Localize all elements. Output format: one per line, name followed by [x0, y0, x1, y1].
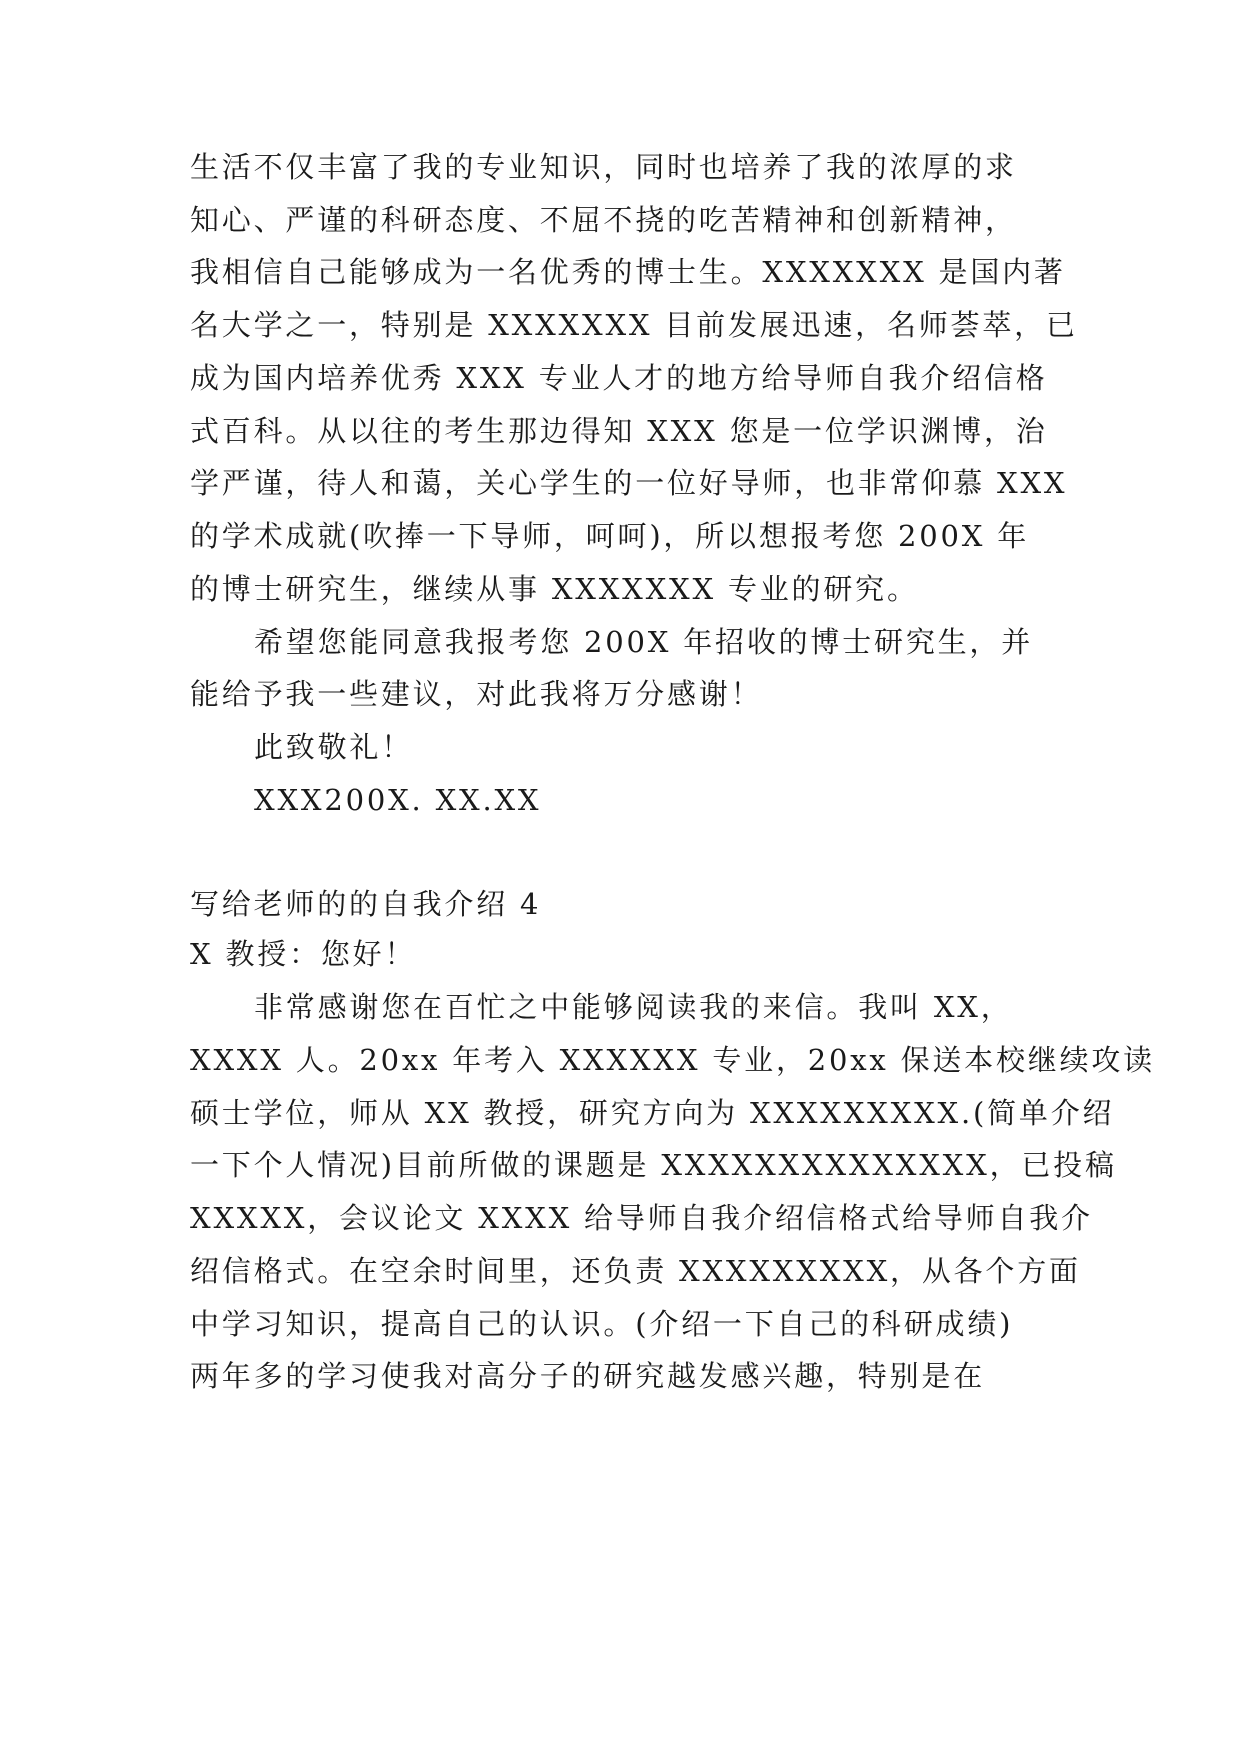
paragraph-1-line-5: 成为国内培养优秀 XXX 专业人才的地方给导师自我介绍信格: [190, 361, 1048, 395]
signature-text: XXX200X. XX.XX: [254, 783, 542, 817]
paragraph-2-line-2: 能给予我一些建议，对此我将万分感谢！: [190, 677, 763, 711]
paragraph-3-line-6: 绍信格式。在空余时间里，还负责 XXXXXXXXX，从各个方面: [190, 1254, 1081, 1288]
paragraph-1-line-8: 的学术成就(吹捧一下导师，呵呵)，所以想报考您 200X 年: [190, 519, 1030, 553]
salutation: X 教授：您好！: [190, 937, 417, 971]
section-title: 写给老师的的自我介绍 4: [190, 887, 542, 921]
paragraph-1-line-6: 式百科。从以往的考生那边得知 XXX 您是一位学识渊博，治: [190, 414, 1048, 448]
paragraph-1-line-7: 学严谨，待人和蔼，关心学生的一位好导师，也非常仰慕 XXX: [190, 466, 1068, 500]
closing-text: 此致敬礼！: [254, 730, 414, 764]
paragraph-1-line-3: 我相信自己能够成为一名优秀的博士生。XXXXXXX 是国内著: [190, 255, 1066, 289]
paragraph-1-line-2: 知心、严谨的科研态度、不屈不挠的吃苦精神和创新精神，: [190, 203, 1017, 237]
paragraph-2-line-1: 希望您能同意我报考您 200X 年招收的博士研究生，并: [254, 625, 1034, 659]
paragraph-1-line-1: 生活不仅丰富了我的专业知识，同时也培养了我的浓厚的求: [190, 150, 1017, 184]
paragraph-1-line-9: 的博士研究生，继续从事 XXXXXXX 专业的研究。: [190, 572, 919, 606]
paragraph-3-line-7: 中学习知识，提高自己的认识。(介绍一下自己的科研成绩): [190, 1307, 1014, 1341]
paragraph-1-line-4: 名大学之一，特别是 XXXXXXX 目前发展迅速，名师荟萃，已: [190, 308, 1078, 342]
paragraph-3-line-2: XXXX 人。20xx 年考入 XXXXXX 专业，20xx 保送本校继续攻读: [190, 1043, 1155, 1077]
paragraph-3-line-8: 两年多的学习使我对高分子的研究越发感兴趣，特别是在: [190, 1359, 986, 1393]
paragraph-3-line-3: 硕士学位，师从 XX 教授，研究方向为 XXXXXXXXX.(简单介绍: [190, 1096, 1115, 1130]
paragraph-3-line-5: XXXXX，会议论文 XXXX 给导师自我介绍信格式给导师自我介: [190, 1201, 1093, 1235]
paragraph-3-line-4: 一下个人情况)目前所做的课题是 XXXXXXXXXXXXXX，已投稿: [190, 1148, 1117, 1182]
paragraph-3-line-1: 非常感谢您在百忙之中能够阅读我的来信。我叫 XX，: [254, 990, 1013, 1024]
